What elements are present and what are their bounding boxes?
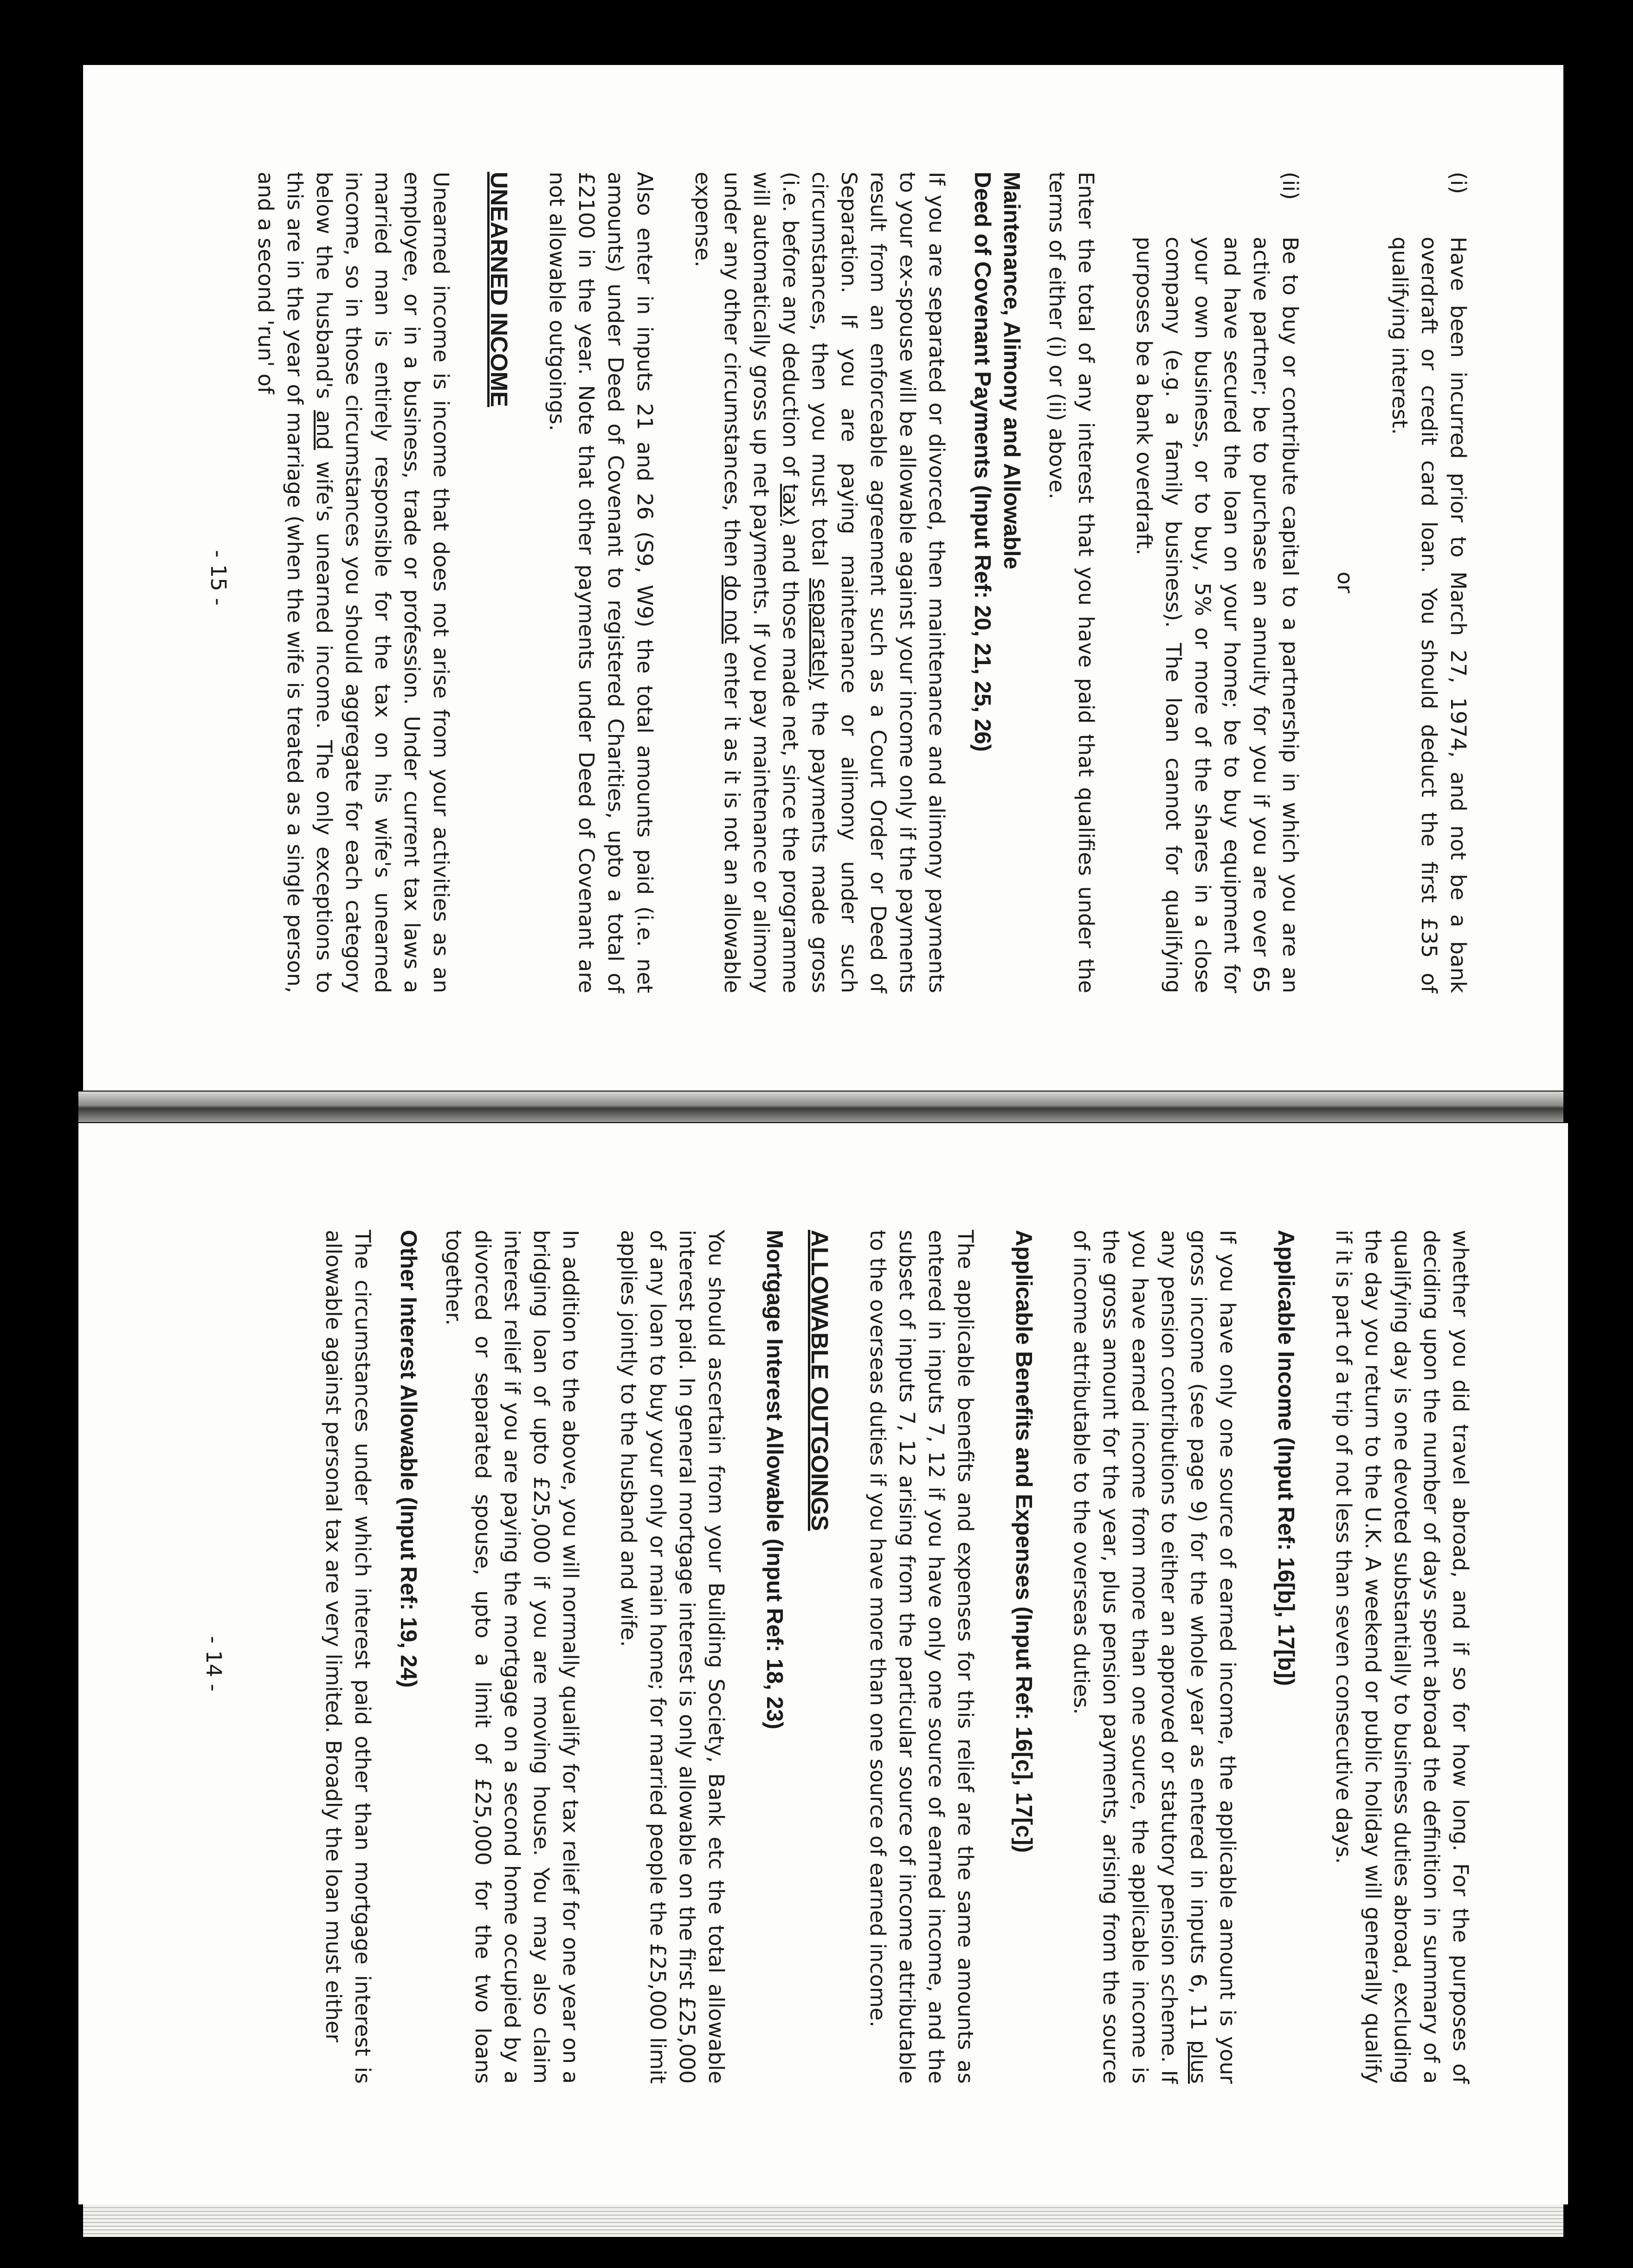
applicable-benefits-heading: Applicable Benefits and Expenses (Input Ref: 16[c], 17[c]): [1011, 1230, 1036, 1853]
mortgage-interest-heading: Mortgage Interest Allowable (Input Ref: 18, 23): [762, 1230, 787, 1730]
mortgage-paragraph-2: In addition to the above, you will normally qualify for tax relief for one year on a bridging loan of upto £25,000 if you are moving house. You may also claim interest relief if you are paying the mortgage on a second home occupied by a divorced or separated spouse, upto a limit of £25,000 for the two loans together.: [441, 1230, 583, 2084]
maintenance-heading-line2: Deed of Covenant Payments (Input Ref: 20, 21, 25, 26): [970, 172, 995, 752]
maintenance-paragraph: If you are separated or divorced, then maintenance and alimony payments to your ex-spouse will be allowable against your income only if the payments result from an enforceable agreement such as a Court Order or Deed of Separation. If you are paying maintenance or alimony under such circumstances, then you must total separately the payments made gross (i.e. before any deduction of tax) and those made net, since the programme will automatically gross up net payments. If you pay maintenance or alimony under any other circumstances, then do not enter it as it is not an allowable expense.: [691, 172, 949, 994]
condition-ii: [1130, 172, 1305, 993]
page-number-14: - 14 -: [201, 1636, 226, 1692]
applicable-income-paragraph: If you have only one source of earned income, the applicable amount is your gross income (see page 9) for the whole year as entered in inputs 6, 11 plus any pension contributions to either an approved or statutory pension scheme. If you have earned income from more than one source, the applicable income is the gross amount for the year, plus pension payments, arising from the source of income attributable to the overseas duties.: [1069, 1230, 1240, 2084]
unearned-income-paragraph: Unearned income is income that does not arise from your activities as an employee, or in a business, trade or profession. Under current tax laws a married man is entirely responsible for the tax on his wife's unearned income, so in those circumstances you should aggregate for each category below the husband's and wife's unearned income. The only exceptions to this are in the year of marriage (when the wife is treated as a single person, and a second 'run' of: [253, 172, 453, 993]
other-interest-heading: Other Interest Allowable (Input Ref: 19, 24): [396, 1230, 421, 1688]
applicable-benefits-paragraph: The applicable benefits and expenses for this relief are the same amounts as entered in inputs 7, 12 if you have only one source of earned income, and the subset of inputs 7, 12 arising from the particular source of income attributable to the overseas duties if you have more than one source of earned income.: [865, 1230, 978, 2084]
condition-i-text: Have been incurred prior to March 27, 1974, and not be a bank overdraft or credit card loan. You should deduct the first £35 of qualifying interest.: [1388, 237, 1471, 993]
condition-i: [1385, 172, 1473, 993]
applicable-income-heading: Applicable Income (Input Ref: 16[b], 17[b]): [1273, 1230, 1298, 1686]
page-edges: [83, 2204, 1563, 2237]
maintenance-heading-line1: Maintenance, Alimony and Allowable: [999, 172, 1024, 569]
condition-i-number: (i): [1446, 172, 1471, 194]
page-number-15: - 15 -: [206, 550, 231, 606]
mortgage-paragraph-1: You should ascertain from your Building Society, Bank etc the total allowable interest paid. In general mortgage interest is only allowable on the first £25,000 of any loan to buy your only or main home; for married people the £25,000 limit applies jointly to the husband and wife.: [616, 1230, 729, 2084]
page-14: [78, 1123, 1568, 2204]
allowable-outgoings-heading: ALLOWABLE OUTGOINGS: [807, 1230, 833, 1531]
covenant-paragraph: Also enter in inputs 21 and 26 (S9, W9) the total amounts paid (i.e. net amounts) under Deed of Covenant to registered Charities, upto a total of £2100 in the year. Note that other payments under Deed of Covenant are not allowable outgoings.: [545, 172, 657, 993]
travel-paragraph: whether you did travel abroad, and if so for how long. For the purposes of deciding upon the number of days spent abroad the definition in summary of a qualifying day is one devoted substantially to business duties abroad, excluding the day you return to the U.K. A weekend or public holiday will generally qualify if it is part of a trip of not less than seven consecutive days.: [1331, 1230, 1473, 2084]
unearned-income-heading: UNEARNED INCOME: [486, 172, 512, 407]
or-separator: or: [1333, 571, 1357, 594]
other-interest-paragraph: The circumstances under which interest paid other than mortgage interest is allowable against personal tax are very limited. Broadly the loan must either: [321, 1230, 375, 2084]
condition-ii-number: (ii): [1278, 172, 1303, 200]
condition-ii-text: Be to buy or contribute capital to a partnership in which you are an active partner; be to purchase an annuity for you if you are over 65 and have secured the loan on your home; be to buy equipment for your own business, or to buy, 5% or more of the shares in a close company (e.g. a family business). The loan cannot for qualifying purposes be a bank overdraft.: [1132, 237, 1303, 993]
enter-total-paragraph: Enter the total of any interest that you have paid that qualifies under the terms of either (i) or (ii) above.: [1045, 172, 1098, 993]
book-gutter: [78, 1092, 1563, 1122]
page-15: [83, 65, 1563, 1091]
